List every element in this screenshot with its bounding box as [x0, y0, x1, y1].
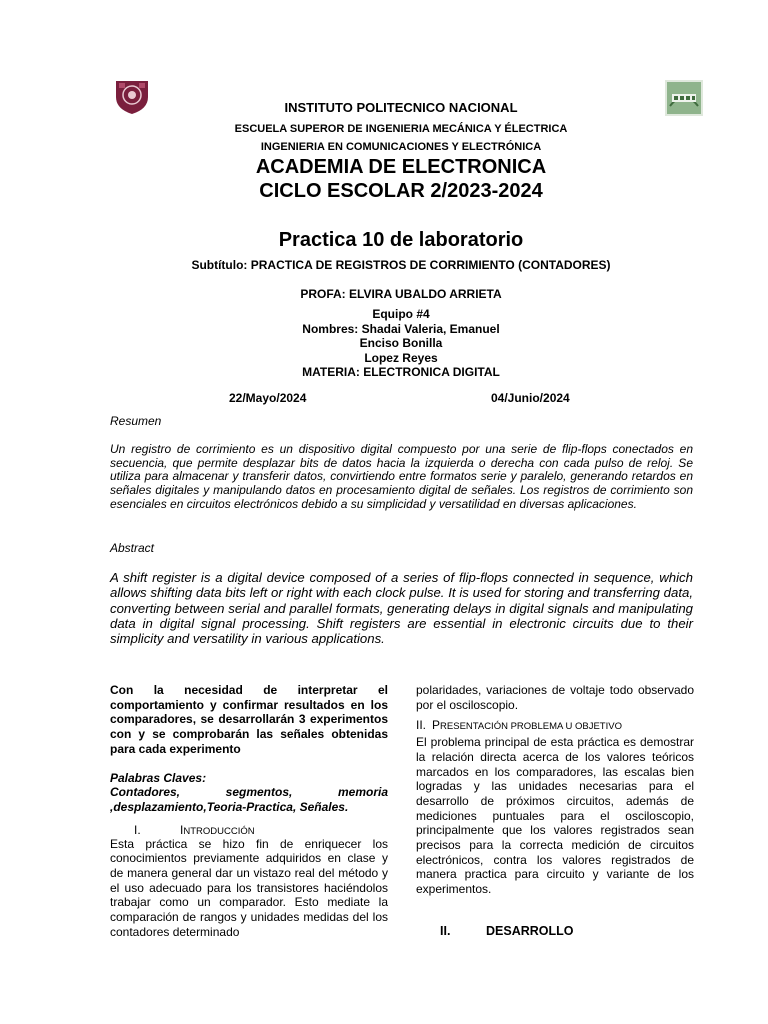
team-number: Equipo #4	[372, 307, 430, 321]
section-number: II.	[440, 923, 451, 938]
section-title-initial: I	[180, 822, 184, 837]
problema-text: El problema principal de esta práctica es demostrar la relación directa acerca de los valores teóricos marcados en los comparadores, las escalas bien logradas y las unidades necesarias para el desarrollo de próximos circuitos, además de mediciones puntuales para el osciloscopio, principalmente que los valores registrados sean precisos para la correcta medición de circuitos electrónicos, contra los valores registrados de manera practica para circuito y variante de los experimentos.	[416, 735, 694, 897]
keywords-text: Contadores, segmentos, memoria ,desplazamiento,Teoria-Practica, Señales.	[110, 785, 388, 814]
section-title: DESARROLLO	[486, 923, 574, 938]
practice-subtitle: Subtítulo: PRACTICA DE REGISTROS DE CORRIMIENTO (CONTADORES)	[191, 258, 611, 272]
team-names-line3: Lopez Reyes	[364, 350, 438, 365]
professor-name: PROFA: ELVIRA UBALDO ARRIETA	[300, 287, 502, 301]
section-number: II.	[416, 718, 427, 733]
practice-title: Practica 10 de laboratorio	[278, 229, 524, 251]
section-title-rest: NTRODUCCIÓN	[183, 825, 255, 837]
section-title-initial: P	[432, 718, 441, 733]
institution-name: INSTITUTO POLITECNICO NACIONAL	[284, 100, 518, 115]
right-column	[416, 683, 694, 940]
resumen-label: Resumen	[110, 414, 162, 428]
resumen-text: Un registro de corrimiento es un dispositivo digital compuesto por una serie de flip-flops conectados en secuencia, que permite desplazar bits de datos hacia la izquierda o derecha con cada pulso de reloj. Se utiliza para almacenar y transferir datos, convirtiendo entre formatos serie y paralelo, generando retardos en señales digitales y manipulando datos en procesamiento digital de señales. Los registros de corrimiento son esenciales en circuitos electrónicos debido a su simplicidad y versatilidad en diversas aplicaciones.	[110, 442, 693, 511]
academy-title: ACADEMIA DE ELECTRONICA	[255, 156, 547, 178]
end-date: 04/Junio/2024	[491, 391, 570, 405]
abstract-text: A shift register is a digital device composed of a series of flip-flops connected in sequence, which allows shifting data bits left or right with each clock pulse. It is used for storing and transferring data, converting between serial and parallel formats, generating delays in digital signals and manipulating data in digital signal processing. Shift registers are essential in electronic circuits due to their simplicity and versatility in various applications.	[110, 570, 693, 647]
career-name: INGENIERIA EN COMUNICACIONES Y ELECTRÓNICA	[260, 141, 542, 153]
abstract-label: Abstract	[110, 541, 155, 555]
start-date: 22/Mayo/2024	[229, 391, 307, 405]
section-desarrollo-heading	[416, 924, 694, 940]
continued-text: polaridades, variaciones de voltaje todo observado por el osciloscopio.	[416, 683, 694, 712]
section-introduccion-heading	[110, 823, 388, 837]
keywords-label: Palabras Claves:	[110, 770, 207, 785]
team-names-line1: Nombres: Shadai Valeria, Emanuel	[302, 321, 500, 336]
section-title-rest: RESENTACIÓN PROBLEMA U OBJETIVO	[440, 721, 622, 733]
section-number: I.	[134, 822, 141, 837]
school-cycle: CICLO ESCOLAR 2/2023-2024	[259, 180, 543, 202]
section-problema-heading	[416, 718, 694, 735]
subject-name: MATERIA: ELECTRONICA DIGITAL	[302, 365, 500, 379]
school-name: ESCUELA SUPEROR DE INGENIERIA MECÁNICA Y ÉLECTRICA	[234, 123, 568, 135]
team-block	[0, 307, 768, 380]
intro-bold-paragraph: Con la necesidad de interpretar el comportamiento y confirmar resultados en los comparadores, se desarrollarán 3 experimentos con y se comprobarán las señales obtenidas para cada experimento	[110, 683, 388, 756]
team-names-line2: Enciso Bonilla	[359, 336, 443, 350]
left-column	[110, 683, 388, 940]
introduccion-text: Esta práctica se hizo fin de enriquecer los conocimientos previamente adquiridos en clase y de manera general dar un vistazo real del método y el uso adecuado para los transistores haciéndolos trabajar como un comparador. Esto mediate la comparación de rangos y unidades medidas del los contadores determinado	[110, 836, 388, 939]
